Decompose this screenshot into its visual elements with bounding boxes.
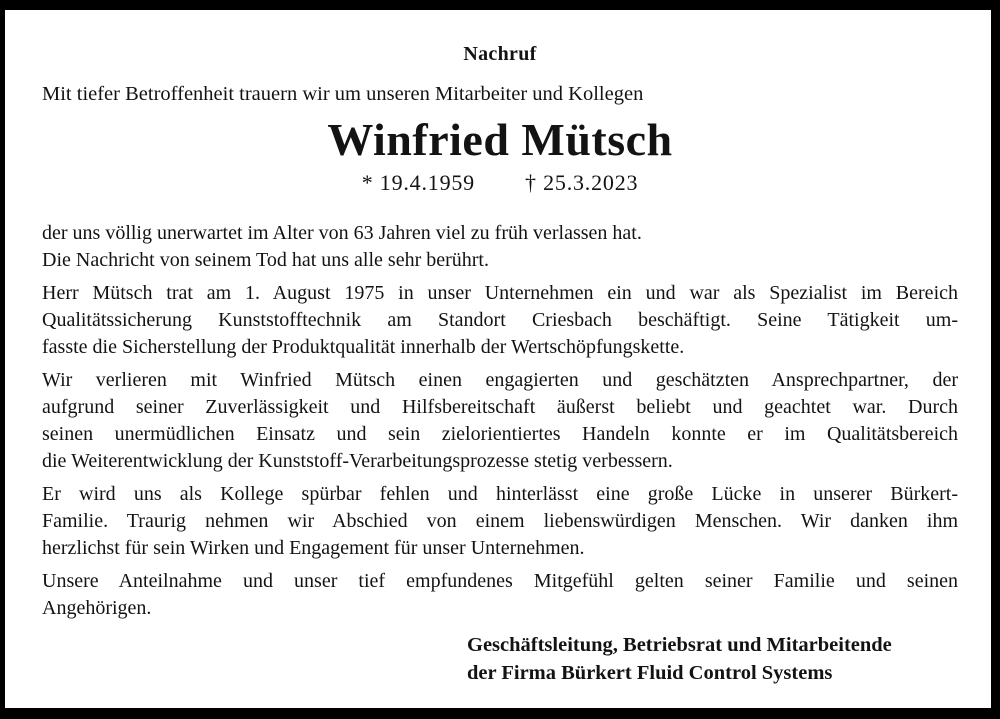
- intro-line: Mit tiefer Betroffenheit trauern wir um unseren Mitarbeiter und Kollegen: [42, 83, 644, 105]
- closing-line-company: der Firma Bürkert Fluid Control Systems: [467, 662, 833, 684]
- deceased-name: Winfried Mütsch: [327, 114, 673, 165]
- paragraph-farewell: [42, 481, 958, 562]
- paragraph-appreciation: [42, 367, 958, 475]
- birth-date: * 19.4.1959: [361, 170, 475, 195]
- notice-kicker: Nachruf: [463, 43, 537, 65]
- death-date: † 25.3.2023: [525, 170, 639, 195]
- paragraph-career: [42, 280, 958, 361]
- body-text-line: der uns völlig unerwartet im Alter von 63 Jahren viel zu früh verlassen hat.: [42, 222, 642, 244]
- life-dates: [42, 170, 958, 196]
- obituary-body: [42, 220, 958, 622]
- closing-line-signatories: Geschäftsleitung, Betriebsrat und Mitarbeitende: [467, 634, 892, 656]
- body-text-line: seinen unermüdlichen Einsatz und sein zielorientiertes Handeln konnte er im Qualitätsbereich: [42, 423, 958, 445]
- paragraph-intro-continuation: [42, 220, 958, 274]
- paper: [5, 10, 991, 708]
- body-text-line: Familie. Traurig nehmen wir Abschied von einem liebenswürdigen Menschen. Wir danken ihm: [42, 510, 958, 532]
- body-text-line: Wir verlieren mit Winfried Mütsch einen engagierten und geschätzten Ansprechpartner, der: [42, 369, 958, 391]
- body-text-line: herzlichst für sein Wirken und Engagement für unser Unternehmen.: [42, 537, 585, 559]
- body-text-line: Herr Mütsch trat am 1. August 1975 in unser Unternehmen ein und war als Spezialist im Bereich: [42, 282, 958, 304]
- body-text-line: Unsere Anteilnahme und unser tief empfundenes Mitgefühl gelten seiner Familie und seinen: [42, 570, 958, 592]
- body-text-line: Qualitätssicherung Kunststofftechnik am Standort Criesbach beschäftigt. Seine Tätigkeit um-: [42, 309, 958, 331]
- paragraph-condolence: [42, 568, 958, 622]
- body-text-line: Die Nachricht von seinem Tod hat uns alle sehr berührt.: [42, 249, 489, 271]
- body-text-line: Er wird uns als Kollege spürbar fehlen und hinterlässt eine große Lücke in unserer Bürkert-: [42, 483, 958, 505]
- body-text-line: aufgrund seiner Zuverlässigkeit und Hilfsbereitschaft äußerst beliebt und geachtet war. Durch: [42, 396, 958, 418]
- closing-signature: [42, 631, 958, 687]
- body-text-line: die Weiterentwicklung der Kunststoff-Verarbeitungsprozesse stetig verbessern.: [42, 450, 673, 472]
- body-text-line: fasste die Sicherstellung der Produktqualität innerhalb der Wertschöpfungskette.: [42, 336, 685, 358]
- body-text-line: Angehörigen.: [42, 597, 152, 619]
